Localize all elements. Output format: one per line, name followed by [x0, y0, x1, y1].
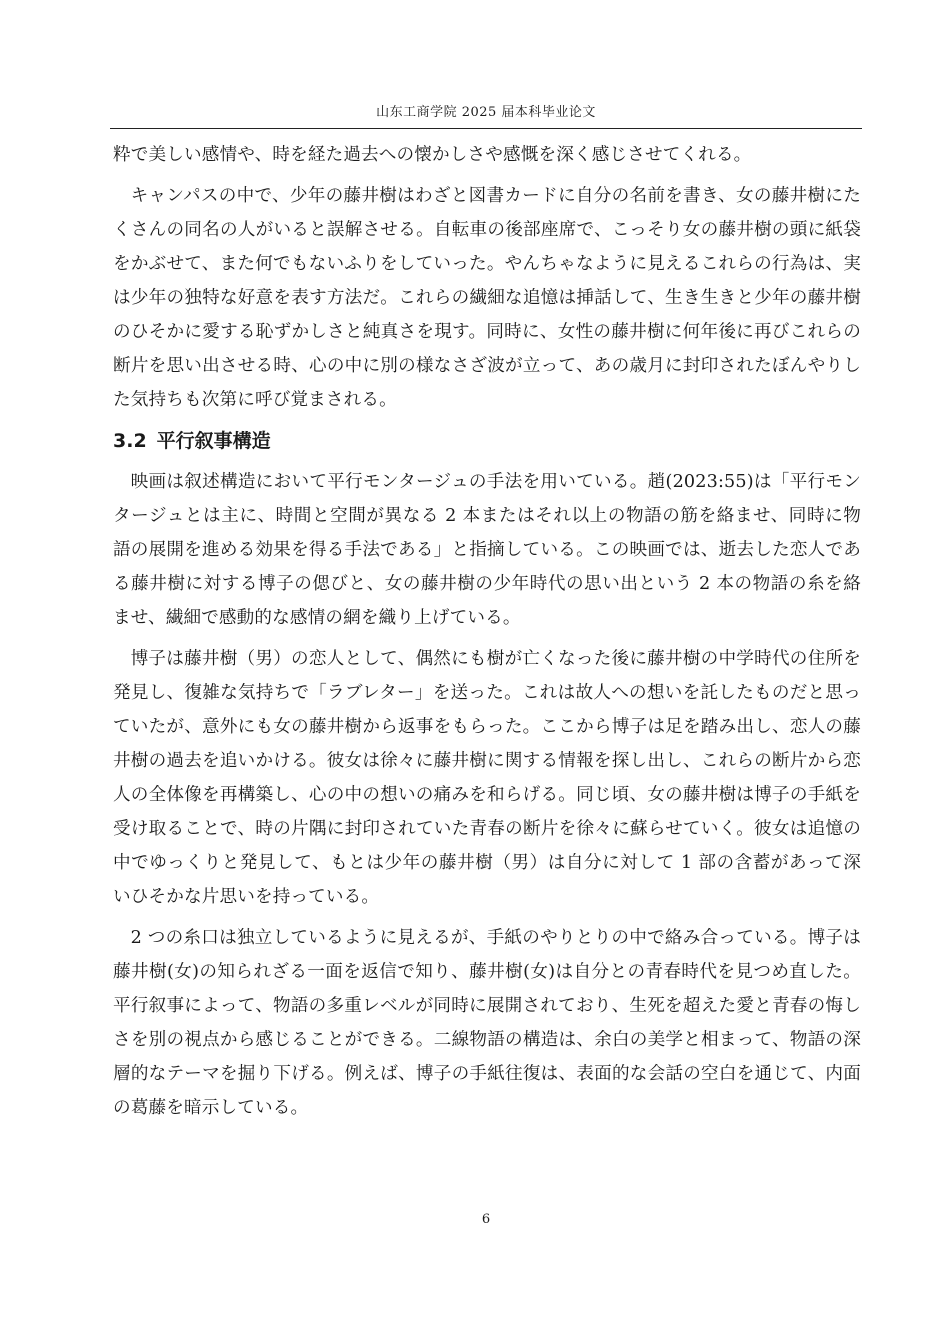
section-number: 3.2 — [113, 430, 147, 452]
paragraph-gap — [113, 635, 861, 642]
paragraph-gap — [113, 172, 861, 179]
page-number: 6 — [481, 1212, 491, 1227]
paragraph-gap — [113, 914, 861, 921]
paragraph-campus: キャンパスの中で、少年の藤井樹はわざと図書カードに自分の名前を書き、女の藤井樹にたくさんの同名の人がいると誤解させる。自転車の後部座席で、こっそり女の藤井樹の頭に紙袋をかぶせて、また何でもないふりをしていった。やんちゃなように見えるこれらの行為は、実は少年の独特な好意を表す方法だ。これらの繊細な追憶は挿話して、生き生きと少年の藤井樹のひそかに愛する恥ずかしさと純真さを現す。同時に、女性の藤井樹に何年後に再びこれらの断片を思い出させる時、心の中に別の様なさざ波が立って、あの歳月に封印されたぼんやりした気持ちも次第に呼び覚まされる。 — [113, 186, 861, 410]
paragraph-threads: 2 つの糸口は独立しているように見えるが、手紙のやりとりの中で絡み合っている。博子は藤井樹(女)の知られざる一面を返信で知り、藤井樹(女)は自分との青春時代を見つめ直した。平行叙事によって、物語の多重レベルが同時に展開されており、生死を超えた愛と青春の悔しさを別の視点から感じることができる。二線物語の構造は、余白の美学と相まって、物語の深層的なテーマを掘り下げる。例えば、博子の手紙往復は、表面的な会話の空白を通じて、内面の葛藤を暗示している。 — [113, 928, 861, 1118]
header-divider — [110, 128, 862, 129]
paragraph-montage: 映画は叙述構造において平行モンタージュの手法を用いている。趙(2023:55)は「平行モンタージュとは主に、時間と空間が異なる 2 本またはそれ以上の物語の筋を絡ませ、同時に物語の展開を進める効果を得る手法である」と指摘している。この映画では、逝去した恋人である藤井樹に対する博子の偲びと、女の藤井樹の少年時代の思い出という 2 本の物語の糸を絡ませ、繊細で感動的な感情の網を織り上げている。 — [113, 472, 861, 628]
running-header: 山东工商学院 2025 届本科毕业论文 — [376, 105, 596, 120]
section-title: 平行叙事構造 — [156, 430, 271, 452]
main-text — [113, 138, 861, 1125]
paragraph-continued: 粋で美しい感情や、時を経た過去への懐かしさや感慨を深く感じさせてくれる。 — [113, 145, 752, 165]
paragraph-hiroko: 博子は藤井樹（男）の恋人として、偶然にも樹が亡くなった後に藤井樹の中学時代の住所を発見し、復雑な気持ちで「ラブレター」を送った。これは故人への想いを託したものだと思っていたが、意外にも女の藤井樹から返事をもらった。ここから博子は足を踏み出し、恋人の藤井樹の過去を追いかける。彼女は徐々に藤井樹に関する情報を探し出し、これらの断片から恋人の全体像を再構築し、心の中の想いの痛みを和らげる。同じ頃、女の藤井樹は博子の手紙を受け取ることで、時の片隅に封印されていた青春の断片を徐々に蘇らせていく。彼女は追憶の中でゆっくりと発見して、もとは少年の藤井樹（男）は自分に対して 1 部の含蓄があって深いひそかな片思いを持っている。 — [113, 649, 861, 907]
section-heading — [113, 417, 861, 465]
